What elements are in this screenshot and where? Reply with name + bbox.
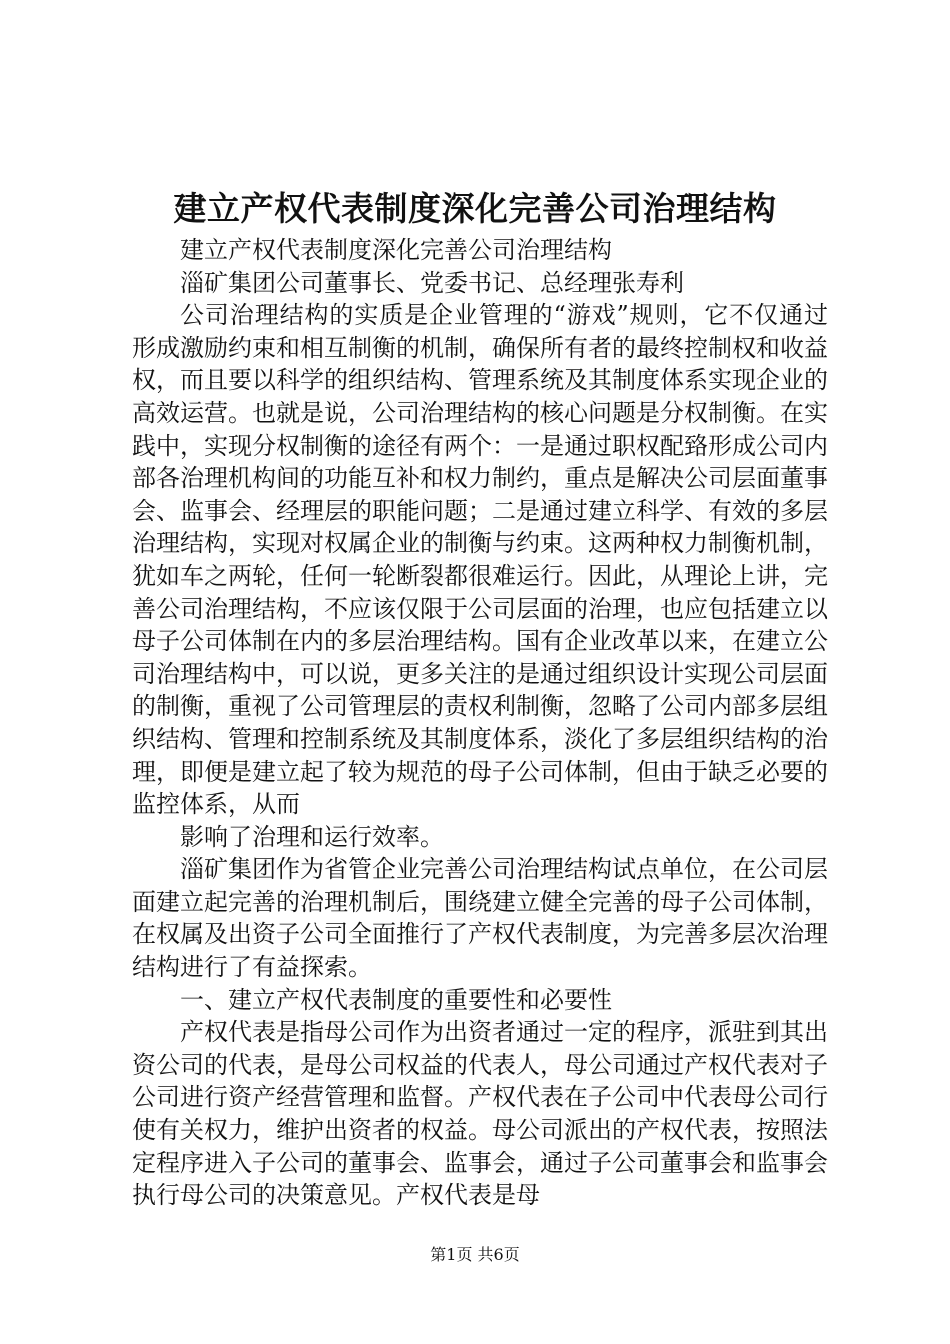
paragraph-pilot: 淄矿集团作为省管企业完善公司治理结构试点单位，在公司层面建立起完善的治理机制后，围绕建立健全完善的母子公司体制，在权属及出资子公司全面推行了产权代表制度，为完善多层次治理结构进行了有益探索。: [132, 855, 828, 982]
paragraph-efficiency: 影响了治理和运行效率。: [180, 822, 444, 851]
page-footer: 第1页 共6页: [430, 1245, 520, 1264]
section-heading: 一、建立产权代表制度的重要性和必要性: [180, 985, 612, 1014]
paragraph-author: 淄矿集团公司董事长、党委书记、总经理张寿利: [180, 268, 684, 297]
paragraph-subtitle: 建立产权代表制度深化完善公司治理结构: [180, 236, 612, 264]
document-body: [132, 234, 828, 1212]
paragraph-property-rights: 产权代表是指母公司作为出资者通过一定的程序，派驻到其出资公司的代表，是母公司权益的代表人，母公司通过产权代表对子公司进行资产经营管理和监督。产权代表在子公司中代表母公司行使有关权力，维护出资者的权益。母公司派出的产权代表，按照法定程序进入子公司的董事会、监事会，通过子公司董事会和监事会执行母公司的决策意见。产权代表是母: [132, 1018, 828, 1210]
paragraph-governance: 公司治理结构的实质是企业管理的“游戏”规则，它不仅通过形成激励约束和相互制衡的机制，确保所有者的最终控制权和收益权，而且要以科学的组织结构、管理系统及其制度体系实现企业的高效运营。也就是说，公司治理结构的核心问题是分权制衡。在实践中，实现分权制衡的途径有两个：一是通过职权配臵形成公司内部各治理机构间的功能互补和权力制约，重点是解决公司层面董事会、监事会、经理层的职能问题；二是通过建立科学、有效的多层治理结构，实现对权属企业的制衡与约束。这两种权力制衡机制，犹如车之两轮，任何一轮断裂都很难运行。因此，从理论上讲，完善公司治理结构，不应该仅限于公司层面的治理，也应包括建立以母子公司体制在内的多层治理结构。国有企业改革以来，在建立公司治理结构中，可以说，更多关注的是通过组织设计实现公司层面的制衡，重视了公司管理层的责权利制衡，忽略了公司内部多层组织结构、管理和控制系统及其制度体系，淡化了多层组织结构的治理，即便是建立起了较为规范的母子公司体制，但由于缺乏必要的监控体系，从而: [132, 301, 828, 819]
document-title: 建立产权代表制度深化完善公司治理结构: [173, 189, 777, 228]
